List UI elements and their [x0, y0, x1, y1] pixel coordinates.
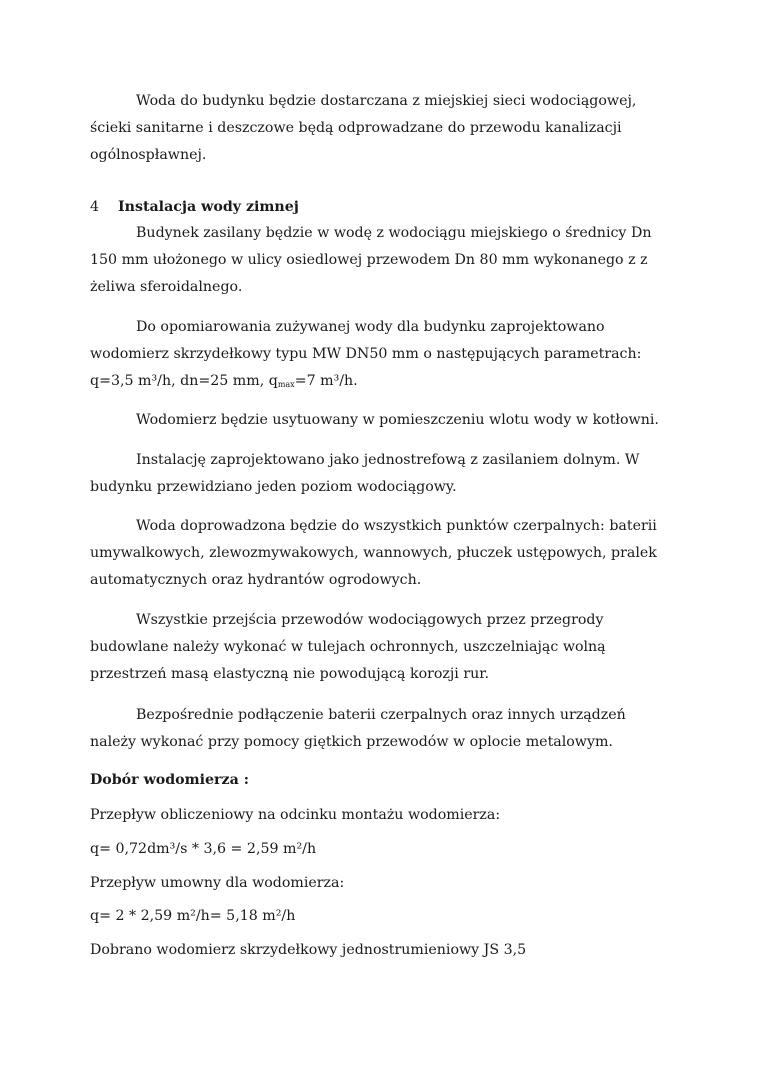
paragraph-connection: Bezpośrednie podłączenie baterii czerpalnych oraz innych urządzeń należy wykonać przy pomocy giętkich przewodów w oplocie metalowym.	[90, 707, 626, 750]
calc-line: q= 0,72dm³/s * 3,6 = 2,59 m²/h	[90, 841, 317, 857]
calc-line: Dobrano wodomierz skrzydełkowy jednostrumieniowy JS 3,5	[90, 942, 527, 958]
paragraph-points: Woda doprowadzona będzie do wszystkich punktów czerpalnych: baterii umywalkowych, zlewozmywakowych, wannowych, płuczek ustępowych, pralek automatycznych oraz hydrantów ogrodowych.	[90, 518, 657, 588]
paragraph-supply: Budynek zasilany będzie w wodę z wodociągu miejskiego o średnicy Dn 150 mm ułożonego w ulicy osiedlowej przewodem Dn 80 mm wykonanego z z żeliwa sferoidalnego.	[90, 225, 652, 295]
paragraph-passages: Wszystkie przejścia przewodów wodociągowych przez przegrody budowlane należy wykonać w tulejach ochronnych, uszczelniając wolną przestrzeń masą elastyczną nie powodującą korozji rur.	[90, 612, 606, 682]
calc-line: q= 2 * 2,59 m²/h= 5,18 m²/h	[90, 908, 296, 924]
section-number: 4	[90, 199, 100, 215]
paragraph-meter	[90, 314, 670, 398]
intro-paragraph: Woda do budynku będzie dostarczana z miejskiej sieci wodociągowej, ścieki sanitarne i deszczowe będą odprowadzane do przewodu kanalizacji ogólnospławnej.	[90, 93, 637, 163]
section-title: Instalacja wody zimnej	[118, 199, 299, 215]
meter-selection-heading: Dobór wodomierza :	[90, 772, 249, 788]
paragraph-meter-text: Do opomiarowania zużywanej wody dla budynku zaprojektowano wodomierz skrzydełkowy typu MW DN50 mm o następujących parametrach: q=3,5 m³/h, dn=25 mm, q	[90, 319, 642, 389]
qmax-subscript: max	[277, 380, 295, 389]
section-heading	[90, 196, 299, 218]
paragraph-location: Wodomierz będzie usytuowany w pomieszczeniu wlotu wody w kotłowni.	[136, 412, 659, 428]
calc-line: Przepływ obliczeniowy na odcinku montażu wodomierza:	[90, 807, 501, 823]
paragraph-meter-tail: =7 m³/h.	[294, 373, 358, 389]
calc-line: Przepływ umowny dla wodomierza:	[90, 875, 345, 891]
paragraph-zone: Instalację zaprojektowano jako jednostrefową z zasilaniem dolnym. W budynku przewidziano jeden poziom wodociągowy.	[90, 452, 640, 495]
